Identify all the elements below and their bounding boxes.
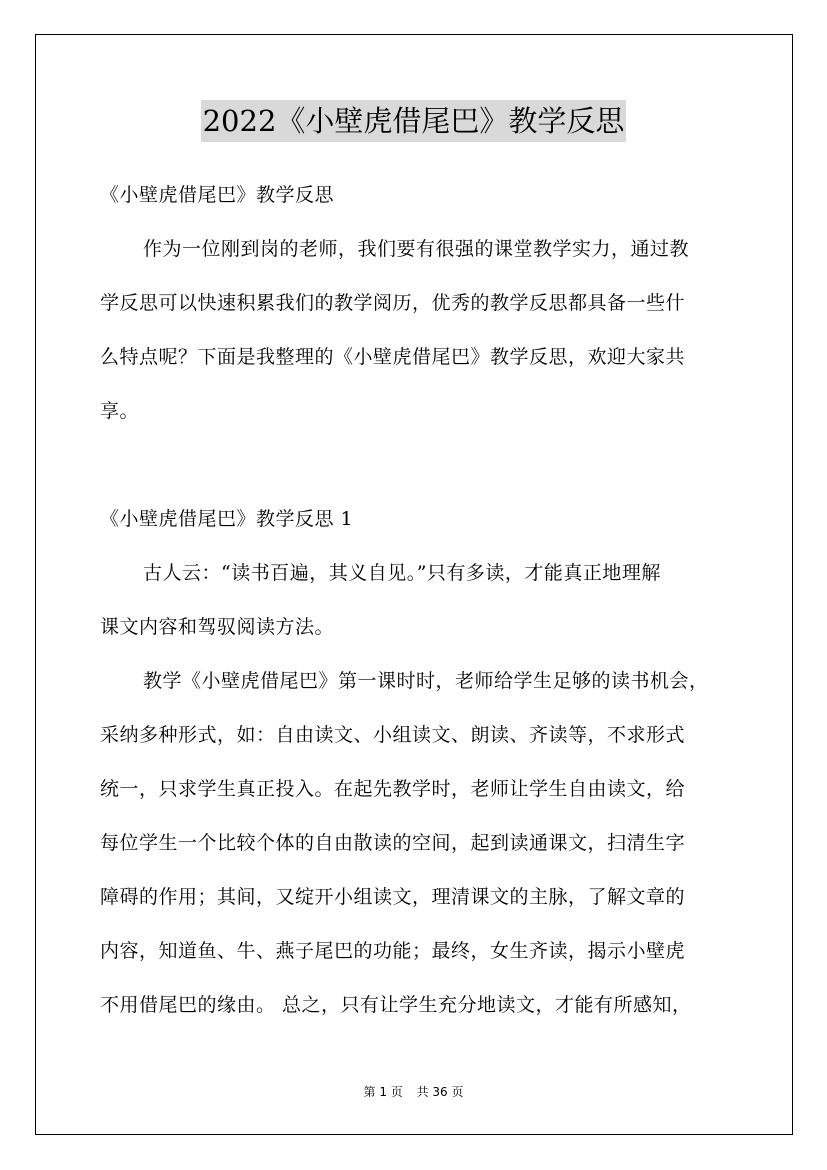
title-container — [0, 100, 827, 142]
para2-line: 内容，知道鱼、牛、燕子尾巴的功能；最终，女生齐读，揭示小壁虎 — [100, 940, 686, 962]
page-number: 第 1 页 — [363, 1085, 403, 1099]
page-total: 共 36 页 — [416, 1085, 464, 1099]
intro-line: 作为一位刚到岗的老师，我们要有很强的课堂教学实力，通过教 — [143, 238, 690, 260]
para2-line: 统一，只求学生真正投入。在起先教学时，老师让学生自由读文，给 — [100, 778, 686, 800]
page-footer — [0, 1083, 827, 1100]
document-title: 2022《小壁虎借尾巴》教学反思 — [201, 100, 627, 142]
para1-line: 古人云：“读书百遍，其义自见。”只有多读，才能真正地理解 — [143, 562, 661, 584]
para1-line: 课文内容和驾驭阅读方法。 — [100, 616, 335, 638]
para2-line: 教学《小壁虎借尾巴》第一课时时，老师给学生足够的读书机会， — [143, 670, 709, 692]
document-body — [100, 172, 740, 1036]
para2-line: 障碍的作用；其间，又绽开小组读文，理清课文的主脉，了解文章的 — [100, 886, 686, 908]
para2-line: 每位学生一个比较个体的自由散读的空间，起到读通课文，扫清生字 — [100, 832, 686, 854]
intro-heading: 《小壁虎借尾巴》教学反思 — [100, 184, 335, 206]
para2-line: 不用借尾巴的缘由。 总之，只有让学生充分地读文，才能有所感知， — [100, 994, 692, 1016]
intro-line: 么特点呢？下面是我整理的《小壁虎借尾巴》教学反思，欢迎大家共 — [100, 346, 686, 368]
section1-heading: 《小壁虎借尾巴》教学反思 1 — [100, 508, 354, 530]
intro-line: 享。 — [100, 400, 140, 422]
para2-line: 采纳多种形式，如：自由读文、小组读文、朗读、齐读等，不求形式 — [100, 724, 686, 746]
blank-line — [100, 442, 740, 496]
intro-line: 学反思可以快速积累我们的教学阅历，优秀的教学反思都具备一些什 — [100, 292, 686, 314]
